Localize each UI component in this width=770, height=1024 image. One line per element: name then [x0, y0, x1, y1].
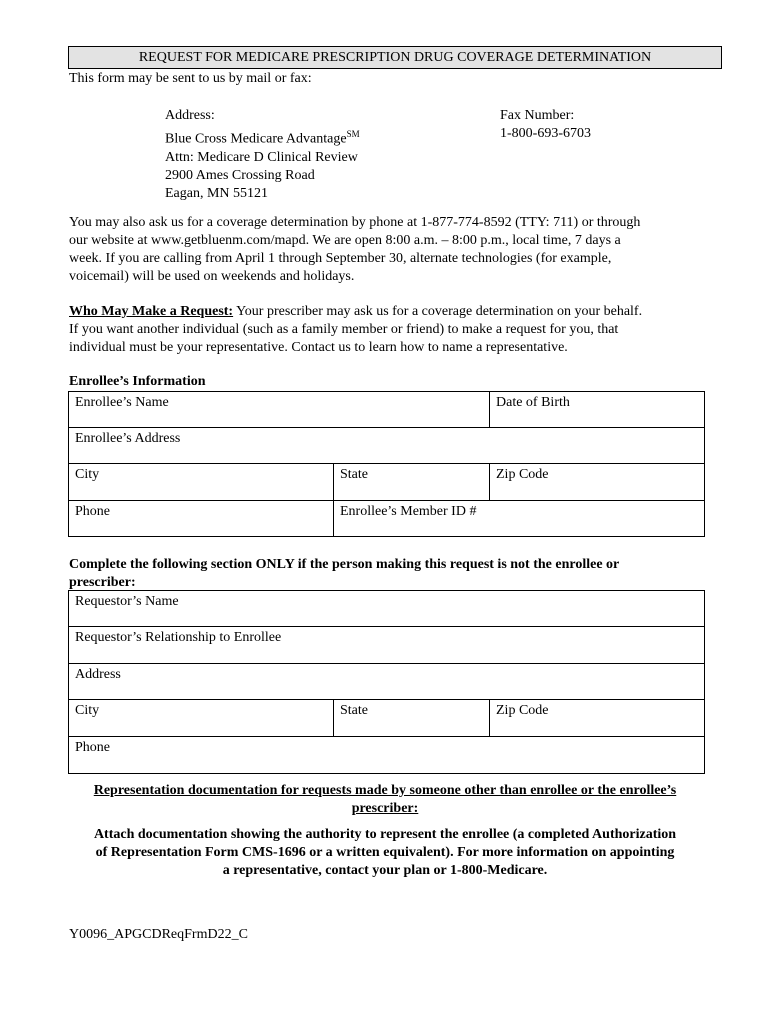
- enrollee-city-field[interactable]: City: [69, 464, 334, 501]
- representation-body: Attach documentation showing the authority to represent the enrollee (a completed Authorization of Representation Form CMS-1696 or a written equivalent). For more information on appointing a representative, contact your plan or 1-800-Medicare.: [93, 827, 677, 878]
- member-id-field[interactable]: Enrollee’s Member ID #: [334, 501, 705, 537]
- fax-label: Fax Number:: [500, 108, 575, 123]
- requestor-phone-field[interactable]: Phone: [69, 737, 705, 774]
- form-title: REQUEST FOR MEDICARE PRESCRIPTION DRUG COVERAGE DETERMINATION: [68, 46, 722, 69]
- address-line-3: 2900 Ames Crossing Road: [165, 167, 315, 183]
- requestor-city-field[interactable]: City: [69, 700, 334, 737]
- requestor-relationship-field[interactable]: Requestor’s Relationship to Enrollee: [69, 627, 705, 664]
- address-line-2: Attn: Medicare D Clinical Review: [165, 149, 358, 165]
- enrollee-phone-field[interactable]: Phone: [69, 501, 334, 537]
- enrollee-zip-field[interactable]: Zip Code: [490, 464, 705, 501]
- mailing-address: [165, 107, 465, 203]
- fax-number: 1-800-693-6703: [500, 126, 591, 141]
- requestor-table: [68, 590, 705, 774]
- requestor-address-field[interactable]: Address: [69, 664, 705, 700]
- intro-text: This form may be sent to us by mail or fax:: [69, 71, 312, 86]
- enrollee-name-field[interactable]: Enrollee’s Name: [69, 392, 490, 428]
- address-line-4: Eagan, MN 55121: [165, 185, 269, 201]
- requestor-state-field[interactable]: State: [334, 700, 490, 737]
- address-line-1: Blue Cross Medicare Advantage℠: [165, 129, 360, 147]
- enrollee-table: [68, 391, 705, 537]
- enrollee-address-field[interactable]: Enrollee’s Address: [69, 428, 705, 464]
- who-may-heading: Who May Make a Request:: [69, 304, 234, 319]
- requestor-name-field[interactable]: Requestor’s Name: [69, 591, 705, 627]
- date-of-birth-field[interactable]: Date of Birth: [490, 392, 705, 428]
- phone-paragraph: You may also ask us for a coverage determination by phone at 1-877-774-8592 (TTY: 711) or through our website at www.getbluenm.com/mapd. We are open 8:00 a.m. – 8:00 p.m., local time, 7 days a week. If you are calling from April 1 through September 30, alternate technologies (for example, voicemail) will be used on weekends and holidays.: [69, 215, 641, 284]
- service-mark: SM: [346, 129, 360, 139]
- representation-heading: Representation documentation for requests made by someone other than enrollee or the enrollee’s prescriber:: [93, 783, 677, 816]
- enrollee-state-field[interactable]: State: [334, 464, 490, 501]
- fax-block: [500, 107, 700, 143]
- who-may-paragraph: Who May Make a Request: Your prescriber may ask us for a coverage determination on your behalf. If you want another individual (such as a family member or friend) to make a request for you, that individual must be your representative. Contact us to learn how to name a representative.: [69, 304, 643, 355]
- address-label: Address:: [165, 108, 215, 123]
- requestor-zip-field[interactable]: Zip Code: [490, 700, 705, 737]
- footer-form-code: Y0096_APGCDReqFrmD22_C: [69, 927, 248, 942]
- enrollee-heading: Enrollee’s Information: [69, 374, 206, 389]
- requestor-heading: Complete the following section ONLY if the person making this request is not the enrollee or prescriber:: [69, 557, 620, 590]
